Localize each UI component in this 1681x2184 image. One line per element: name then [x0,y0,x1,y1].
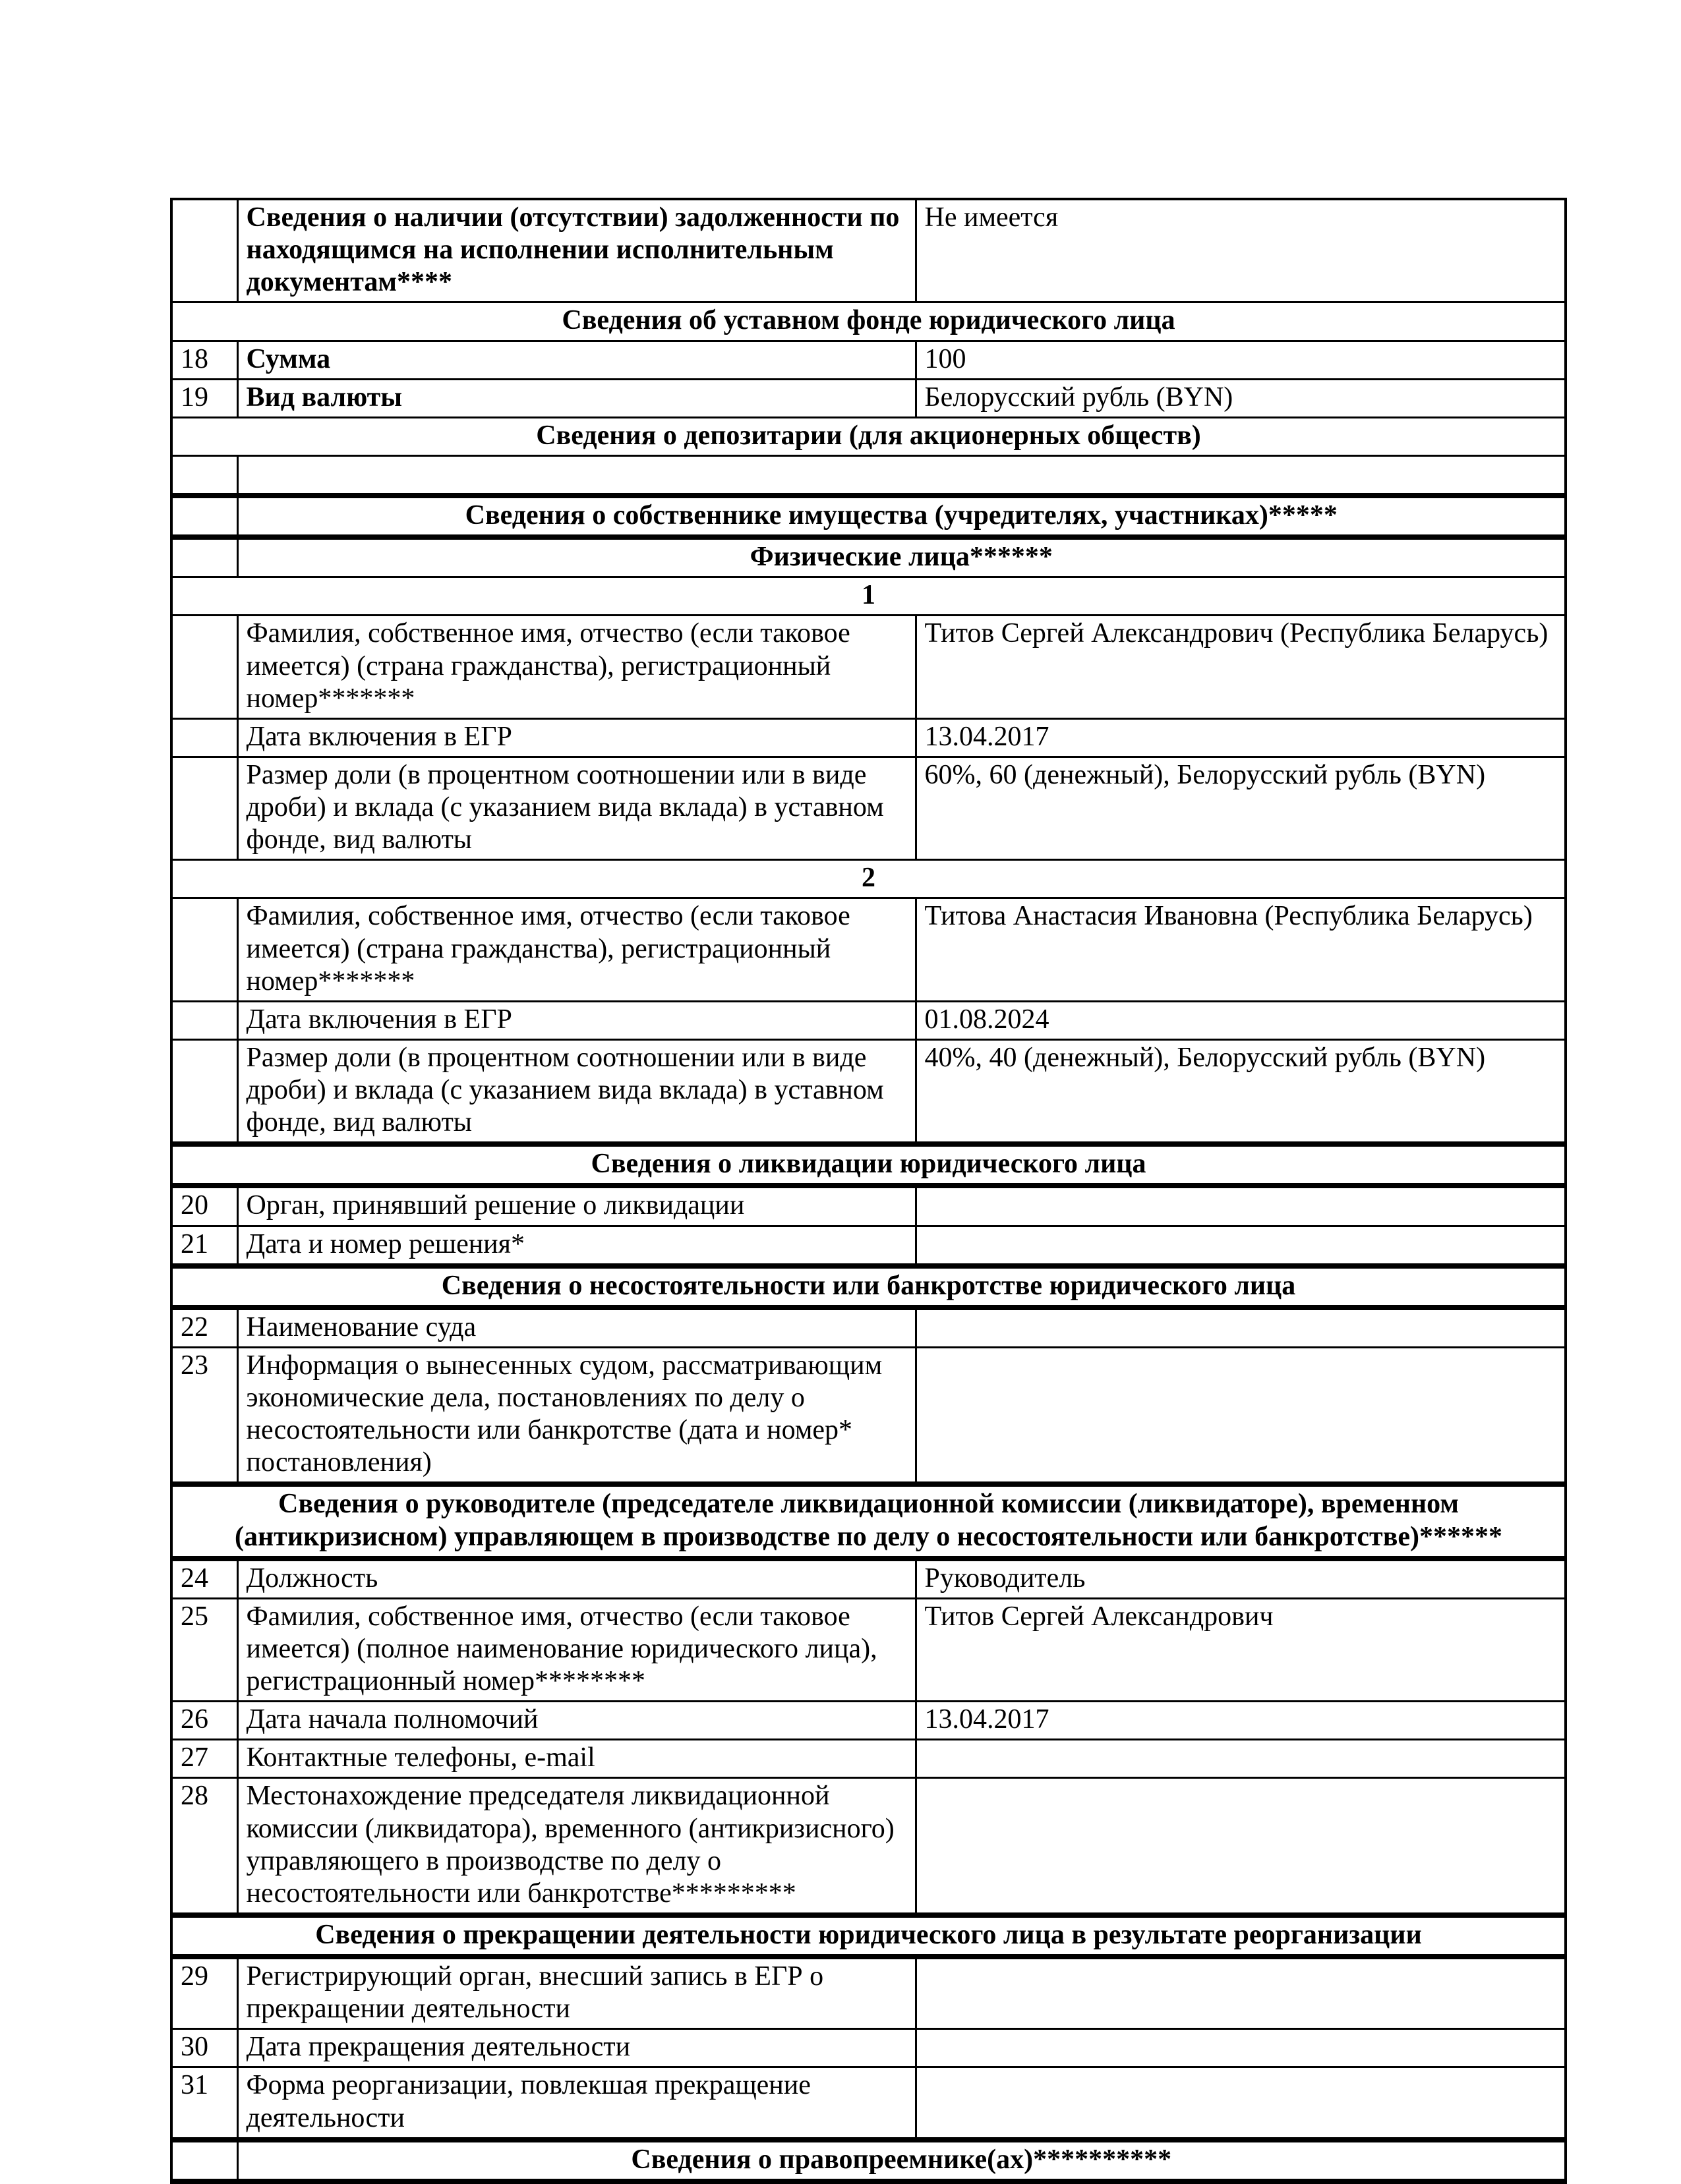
row-number-cell: 23 [171,1347,237,1484]
table-row [171,379,1566,417]
row-value-cell: 100 [916,341,1566,379]
row-value-cell [916,1347,1566,1484]
egr-extract-table-body [171,199,1566,2181]
table-row [171,302,1566,341]
corner-cell [171,496,237,537]
subsection-header-cell: Сведения о правопреемнике(ах)********** [237,2140,1566,2181]
table-row [171,455,1566,496]
row-value-cell [916,1308,1566,1348]
row-value-cell: 13.04.2017 [916,718,1566,757]
row-value-cell [916,1226,1566,1266]
row-number-cell: 28 [171,1778,237,1915]
row-number-cell: 30 [171,2029,237,2067]
row-label-cell: Дата и номер решения* [237,1226,916,1266]
row-label-cell: Информация о вынесенных судом, рассматривающим экономические дела, постановлениях по делу о несостоятельности или банкротстве (дата и номер* постановления) [237,1347,916,1484]
table-row [171,537,1566,577]
row-label-cell: Сумма [237,341,916,379]
table-row [171,2029,1566,2067]
corner-cell [171,537,237,577]
row-label-cell: Фамилия, собственное имя, отчество (если таковое имеется) (страна гражданства), регистрационный номер******* [237,616,916,718]
row-number-cell: 20 [171,1186,237,1226]
row-value-cell [916,2067,1566,2140]
row-number-cell [171,757,237,859]
table-row [171,898,1566,1001]
corner-cell [171,455,237,496]
table-row [171,1702,1566,1740]
section-header-cell: Сведения о руководителе (председателе ликвидационной комиссии (ликвидаторе), временном (антикризисном) управляющем в производстве по делу о несостоятельности или банкротстве)****** [171,1484,1566,1558]
row-label-cell: Дата прекращения деятельности [237,2029,916,2067]
row-number-cell: 18 [171,341,237,379]
table-row [171,496,1566,537]
row-number-cell [171,898,237,1001]
row-label-cell: Размер доли (в процентном соотношении или в виде дроби) и вклада (с указанием вида вклада) в уставном фонде, вид валюты [237,757,916,859]
subsection-header-cell: Физические лица****** [237,537,1566,577]
row-number-cell: 31 [171,2067,237,2140]
table-row [171,1039,1566,1144]
row-value-cell [916,1957,1566,2029]
row-value-cell: 13.04.2017 [916,1702,1566,1740]
row-label-cell: Орган, принявший решение о ликвидации [237,1186,916,1226]
row-label-cell: Регистрирующий орган, внесший запись в ЕГР о прекращении деятельности [237,1957,916,2029]
row-value-cell: Руководитель [916,1559,1566,1599]
section-header-cell: Сведения о ликвидации юридического лица [171,1144,1566,1186]
row-label-cell: Контактные телефоны, e-mail [237,1740,916,1778]
row-value-cell [916,1740,1566,1778]
row-value-cell [916,1186,1566,1226]
table-row [171,757,1566,859]
row-label-cell: Сведения о наличии (отсутствии) задолженности по находящимся на исполнении исполнительным документам**** [237,199,916,302]
row-label-cell: Местонахождение председателя ликвидационной комиссии (ликвидатора), временного (антикризисного) управляющего в производстве по делу о несостоятельности или банкротстве********* [237,1778,916,1915]
row-value-cell: Титов Сергей Александрович (Республика Беларусь) [916,616,1566,718]
table-row [171,417,1566,455]
table-row [171,718,1566,757]
row-number-cell: 24 [171,1559,237,1599]
row-label-cell: Дата начала полномочий [237,1702,916,1740]
row-number-cell [171,1039,237,1144]
row-value-cell: Белорусский рубль (BYN) [916,379,1566,417]
table-row [171,1001,1566,1039]
row-label-cell: Наименование суда [237,1308,916,1348]
corner-cell [171,2140,237,2181]
row-number-cell: 19 [171,379,237,417]
table-row [171,341,1566,379]
table-row [171,1778,1566,1915]
table-row [171,1559,1566,1599]
row-number-cell [171,718,237,757]
row-value-cell: 01.08.2024 [916,1001,1566,1039]
table-row [171,860,1566,898]
row-label-cell: Дата включения в ЕГР [237,718,916,757]
row-number-cell [171,199,237,302]
table-row [171,1308,1566,1348]
row-number-cell: 25 [171,1598,237,1701]
row-label-cell: Размер доли (в процентном соотношении или в виде дроби) и вклада (с указанием вида вклада) в уставном фонде, вид валюты [237,1039,916,1144]
table-row [171,1740,1566,1778]
row-value-cell: 40%, 40 (денежный), Белорусский рубль (BYN) [916,1039,1566,1144]
row-value-cell: Титова Анастасия Ивановна (Республика Беларусь) [916,898,1566,1001]
row-number-cell: 27 [171,1740,237,1778]
row-label-cell: Дата включения в ЕГР [237,1001,916,1039]
table-row [171,1598,1566,1701]
table-row [171,577,1566,616]
section-header-cell: Сведения о депозитарии (для акционерных обществ) [171,417,1566,455]
table-row [171,2067,1566,2140]
table-row [171,1266,1566,1308]
row-label-cell: Вид валюты [237,379,916,417]
section-header-cell: Сведения о несостоятельности или банкротстве юридического лица [171,1266,1566,1308]
row-number-cell: 21 [171,1226,237,1266]
table-row [171,199,1566,302]
table-row [171,1915,1566,1957]
section-header-cell: 2 [171,860,1566,898]
table-row [171,1347,1566,1484]
subsection-header-cell: Сведения о собственнике имущества (учредителях, участниках)***** [237,496,1566,537]
row-label-cell: Должность [237,1559,916,1599]
egr-extract-table [170,198,1567,2184]
row-number-cell: 29 [171,1957,237,2029]
section-header-cell: 1 [171,577,1566,616]
row-number-cell: 26 [171,1702,237,1740]
row-label-cell: Форма реорганизации, повлекшая прекращение деятельности [237,2067,916,2140]
row-label-cell: Фамилия, собственное имя, отчество (если таковое имеется) (полное наименование юридического лица), регистрационный номер******** [237,1598,916,1701]
table-row [171,616,1566,718]
row-label-cell: Фамилия, собственное имя, отчество (если таковое имеется) (страна гражданства), регистрационный номер******* [237,898,916,1001]
table-row [171,1226,1566,1266]
row-value-cell [916,1778,1566,1915]
row-value-cell [916,2029,1566,2067]
row-number-cell [171,1001,237,1039]
table-row [171,2140,1566,2181]
row-number-cell [171,616,237,718]
table-row [171,1957,1566,2029]
table-row [171,1186,1566,1226]
row-number-cell: 22 [171,1308,237,1348]
section-header-cell: Сведения об уставном фонде юридического лица [171,302,1566,341]
subsection-header-cell [237,455,1566,496]
row-value-cell: Титов Сергей Александрович [916,1598,1566,1701]
row-value-cell: 60%, 60 (денежный), Белорусский рубль (BYN) [916,757,1566,859]
row-value-cell: Не имеется [916,199,1566,302]
table-row [171,1484,1566,1558]
table-row [171,1144,1566,1186]
section-header-cell: Сведения о прекращении деятельности юридического лица в результате реорганизации [171,1915,1566,1957]
